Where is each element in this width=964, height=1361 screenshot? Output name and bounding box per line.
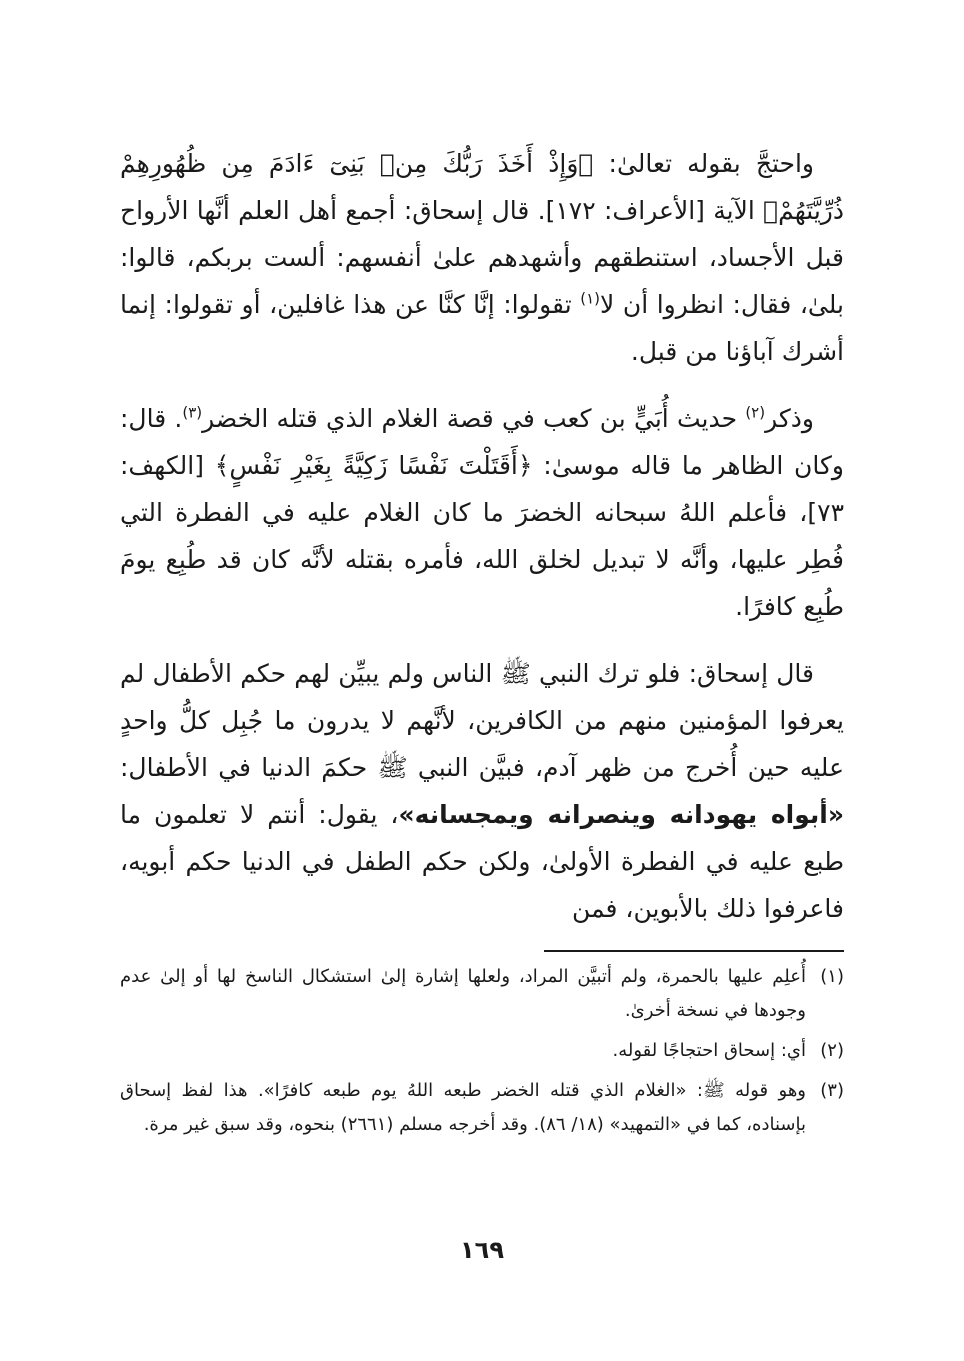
footnote-text: أُعلِم عليها بالحمرة، ولم أتبيَّن المراد، ولعلها إشارة إلىٰ استشكال الناسخ لها أو إلىٰ عدم وجودها في نسخة أخرىٰ. (120, 966, 806, 1021)
footnote-number: (١) (820, 966, 844, 987)
footnote-marker-3: (٣) (182, 403, 203, 422)
footnote-2 (120, 1034, 844, 1068)
paragraph-text: . قال: وكان الظاهر ما قاله موسىٰ: ﴿أَقَتَلْتَ نَفْسًا زَكِيَّةً بِغَيْرِ نَفْسٍ﴾ [الكهف: ٧٣]، فأعلم اللهُ سبحانه الخضرَ ما كان الغلام عليه في الفطرة التي فُطِر عليها، وأنَّه لا تبديل لخلق الله، فأمره بقتله لأنَّه كان قد طُبِع يومَ طُبِع كافرًا. (120, 404, 844, 621)
footnote-marker-2: (٢) (745, 403, 766, 422)
footnote-number: (٣) (820, 1080, 844, 1101)
paragraph-2 (120, 395, 844, 630)
paragraph-text: حديث أُبَيٍّ بن كعب في قصة الغلام الذي قتله الخضر (202, 404, 746, 433)
paragraph-text: قال إسحاق: فلو ترك النبي ﷺ الناس ولم يبيِّن لهم حكم الأطفال لم يعرفوا المؤمنين منهم من الكافرين، لأنَّهم لا يدرون ما جُبِل كلُّ واحدٍ عليه حين أُخرج من ظهر آدم، فبيَّن النبي ﷺ حكمَ الدنيا في الأطفال: (120, 659, 844, 782)
paragraph-text: وذكر (765, 404, 814, 433)
main-text (120, 140, 844, 952)
footnote-marker-1: (١) (580, 289, 601, 308)
paragraph-text: واحتجَّ بقوله تعالىٰ: ﴿وَإِذْ أَخَذَ رَبُّكَ مِنۢ بَنِىٓ ءَادَمَ مِن ظُهُورِهِمْ ذُرِّيَّتَهُمْ﴾ الآية [الأعراف: ١٧٢]. قال إسحاق: أجمع أهل العلم أنَّها الأرواح قبل الأجساد، استنطقهم وأشهدهم علىٰ أنفسهم: ألست بربكم، قالوا: بلىٰ، فقال: انظروا أن لا (120, 149, 844, 319)
footnote-text: وهو قوله ﷺ: «الغلام الذي قتله الخضر طبعه اللهُ يوم طبعه كافرًا». هذا لفظ إسحاق بإسناده، كما في «التمهيد» (١٨/ ٨٦). وقد أخرجه مسلم (٢٦٦١) بنحوه، وقد سبق غير مرة. (120, 1080, 806, 1135)
paragraph-text: ، يقول: أنتم لا تعلمون ما طبع عليه في الفطرة الأولىٰ، ولكن حكم الطفل في الدنيا حكم أبويه، فاعرفوا ذلك بالأبوين، فمن (120, 800, 844, 923)
footnotes (120, 960, 844, 1148)
footnote-3 (120, 1074, 844, 1142)
paragraph-1 (120, 140, 844, 375)
footnote-separator (544, 950, 844, 952)
paragraph-text: تقولوا: إنَّا كنَّا عن هذا غافلين، أو تقولوا: إنما أشرك آباؤنا من قبل. (120, 290, 844, 366)
footnote-text: أي: إسحاق احتجاجًا لقوله. (612, 1040, 806, 1061)
paragraph-3 (120, 650, 844, 932)
footnote-number: (٢) (820, 1040, 844, 1061)
page-number: ١٦٩ (460, 1236, 504, 1264)
footnote-1 (120, 960, 844, 1028)
hadith-quote: «أبواه يهودانه وينصرانه ويمجسانه» (398, 800, 844, 829)
